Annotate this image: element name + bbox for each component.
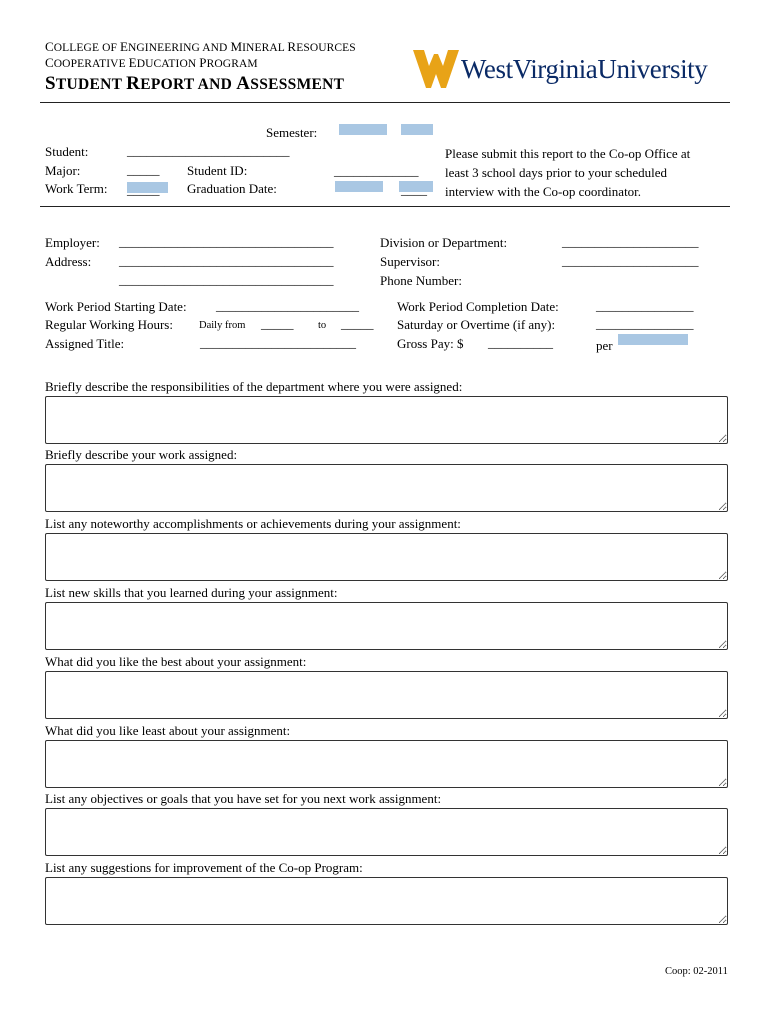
form-code: Coop: 02-2011	[665, 966, 728, 977]
start-date-label: Work Period Starting Date:	[45, 299, 187, 314]
student-label: Student:	[45, 144, 89, 159]
work-term-label: Work Term:	[45, 181, 108, 196]
student-id-line[interactable]: _____________	[334, 163, 419, 178]
question-label: List any noteworthy accomplishments or achievements during your assignment:	[45, 516, 461, 531]
hours-to-label: to	[318, 320, 327, 331]
start-date-line[interactable]: ______________________	[216, 298, 359, 313]
student-id-label: Student ID:	[187, 163, 248, 178]
address-line-2[interactable]: _________________________________	[119, 272, 334, 287]
question-answer-box[interactable]	[45, 533, 728, 581]
semester-label: Semester:	[266, 125, 318, 140]
major-label: Major:	[45, 163, 81, 178]
work-term-line: _____	[127, 182, 160, 197]
question-label: List any suggestions for improvement of the Co-op Program:	[45, 860, 363, 875]
hours-from-line[interactable]: _____	[261, 316, 294, 331]
question-label: What did you like least about your assignment:	[45, 723, 291, 738]
assigned-title-label: Assigned Title:	[45, 336, 125, 351]
college-line: COLLEGE OF ENGINEERING AND MINERAL RESOURCES	[45, 39, 356, 54]
phone-label: Phone Number:	[380, 273, 462, 288]
question-answer-box[interactable]	[45, 877, 728, 925]
question-label: Briefly describe the responsibilities of the department where you were assigned:	[45, 379, 463, 394]
question-answer-box[interactable]	[45, 808, 728, 856]
university-name: WestVirginiaUniversity	[461, 54, 708, 84]
overtime-label: Saturday or Overtime (if any):	[397, 317, 556, 332]
semester-year-field[interactable]	[401, 124, 433, 135]
question-answer-box[interactable]	[45, 602, 728, 650]
division-line[interactable]: _____________________	[562, 234, 699, 249]
supervisor-label: Supervisor:	[380, 254, 440, 269]
pay-period-label: per	[596, 338, 613, 353]
graduation-line: ____	[401, 182, 427, 197]
assigned-title-line[interactable]: ________________________	[200, 335, 356, 350]
question-label: List any objectives or goals that you have set for you next work assignment:	[45, 791, 442, 806]
question-answer-box[interactable]	[45, 464, 728, 512]
major-line[interactable]: _____	[127, 162, 160, 177]
program-line: COOPERATIVE EDUCATION PROGRAM	[45, 55, 258, 70]
semester-term-field[interactable]	[339, 124, 387, 135]
graduation-month-field[interactable]	[335, 181, 383, 192]
wvu-logo-icon	[413, 50, 459, 92]
daily-from-label: Daily from	[199, 320, 246, 331]
page-title: STUDENT REPORT AND ASSESSMENT	[45, 73, 345, 94]
submission-note: Please submit this report to the Co-op Office at least 3 school days prior to your scheduled interview with the Co-op coordinator.	[445, 146, 691, 199]
address-label: Address:	[45, 254, 92, 269]
overtime-line[interactable]: _______________	[596, 316, 694, 331]
question-answer-box[interactable]	[45, 396, 728, 444]
gross-pay-line[interactable]: __________	[488, 335, 553, 350]
supervisor-line[interactable]: _____________________	[562, 253, 699, 268]
question-answer-box[interactable]	[45, 671, 728, 719]
header-divider	[40, 102, 730, 103]
question-label: List new skills that you learned during your assignment:	[45, 585, 338, 600]
completion-date-line[interactable]: _______________	[596, 298, 694, 313]
hours-to-line[interactable]: _____	[341, 316, 374, 331]
employer-label: Employer:	[45, 235, 100, 250]
working-hours-label: Regular Working Hours:	[45, 317, 173, 332]
question-label: Briefly describe your work assigned:	[45, 447, 238, 462]
student-name-line[interactable]: _________________________	[127, 143, 290, 158]
question-label: What did you like the best about your assignment:	[45, 654, 307, 669]
gross-pay-label: Gross Pay: $	[397, 336, 464, 351]
completion-date-label: Work Period Completion Date:	[397, 299, 559, 314]
graduation-date-label: Graduation Date:	[187, 181, 277, 196]
division-label: Division or Department:	[380, 235, 508, 250]
pay-period-field[interactable]	[618, 334, 688, 345]
student-divider	[40, 206, 730, 207]
address-line-1[interactable]: _________________________________	[119, 253, 334, 268]
question-answer-box[interactable]	[45, 740, 728, 788]
employer-line[interactable]: _________________________________	[119, 234, 334, 249]
